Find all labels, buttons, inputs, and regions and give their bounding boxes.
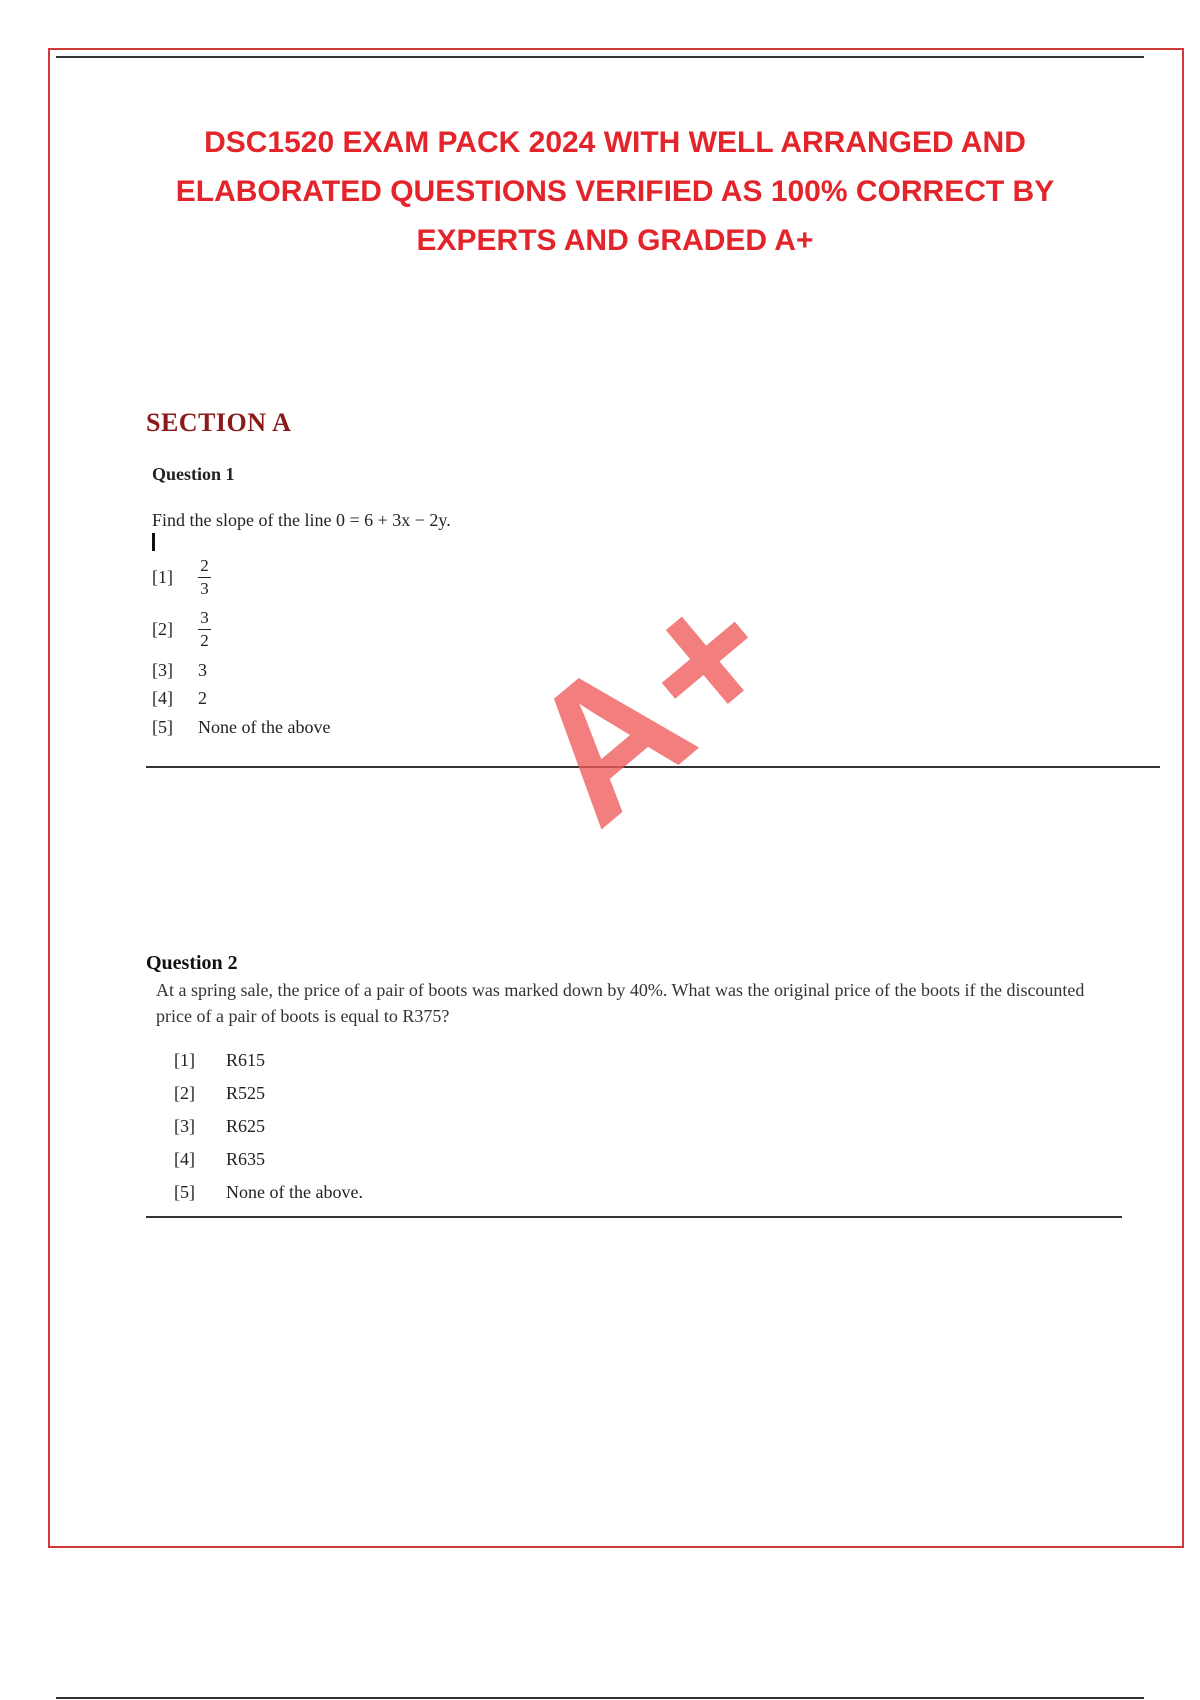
question-1-option-4 — [152, 688, 207, 709]
option-text: R635 — [226, 1149, 266, 1169]
question-2-heading: Question 2 — [146, 952, 238, 974]
option-text: None of the above — [198, 717, 331, 737]
question-2-divider — [146, 1216, 1122, 1218]
denominator: 2 — [200, 631, 209, 650]
option-text: R625 — [226, 1116, 266, 1136]
section-heading: SECTION A — [146, 408, 292, 437]
option-number: [5] — [174, 1182, 195, 1202]
question-1-prompt: Find the slope of the line 0 = 6 + 3x − 2y. — [152, 510, 451, 530]
text-cursor — [152, 533, 155, 551]
fraction-bar — [198, 629, 211, 630]
numerator: 2 — [200, 556, 209, 575]
question-2-option-4 — [174, 1149, 265, 1170]
fraction — [198, 556, 211, 599]
top-rule — [56, 56, 1144, 58]
option-number: [2] — [152, 619, 173, 639]
option-number: [3] — [152, 660, 173, 680]
question-2-option-5 — [174, 1182, 363, 1203]
option-number: [4] — [152, 688, 173, 708]
question-1-heading: Question 1 — [152, 464, 235, 484]
question-2-prompt: At a spring sale, the price of a pair of boots was marked down by 40%. What was the original price of the boots if the discounted price of a pair of boots is equal to R375? — [156, 980, 1085, 1026]
question-2-option-1 — [174, 1050, 265, 1071]
question-2-option-3 — [174, 1116, 265, 1137]
option-text: R615 — [226, 1050, 266, 1070]
question-1-option-2 — [152, 608, 211, 651]
option-text: 3 — [198, 660, 207, 680]
title-line: ELABORATED QUESTIONS VERIFIED AS 100% CORRECT BY — [175, 175, 1055, 208]
denominator: 3 — [200, 579, 209, 598]
bottom-rule — [56, 1697, 1144, 1699]
option-number: [4] — [174, 1149, 195, 1169]
watermark: A+ — [487, 542, 815, 864]
option-text: 2 — [198, 688, 207, 708]
numerator: 3 — [200, 608, 209, 627]
question-1-option-5 — [152, 717, 330, 738]
option-number: [5] — [152, 717, 173, 737]
fraction — [198, 608, 211, 651]
question-1-option-3 — [152, 660, 207, 681]
option-number: [2] — [174, 1083, 195, 1103]
fraction-bar — [198, 577, 211, 578]
question-1-option-1 — [152, 556, 211, 599]
question-2-option-2 — [174, 1083, 265, 1104]
option-text: None of the above. — [226, 1182, 363, 1202]
option-text: R525 — [226, 1083, 266, 1103]
option-number: [3] — [174, 1116, 195, 1136]
title-line: EXPERTS AND GRADED A+ — [416, 224, 814, 257]
option-number: [1] — [152, 567, 173, 587]
document-title — [150, 118, 1080, 265]
title-line: DSC1520 EXAM PACK 2024 WITH WELL ARRANGED AND — [204, 126, 1026, 159]
option-number: [1] — [174, 1050, 195, 1070]
